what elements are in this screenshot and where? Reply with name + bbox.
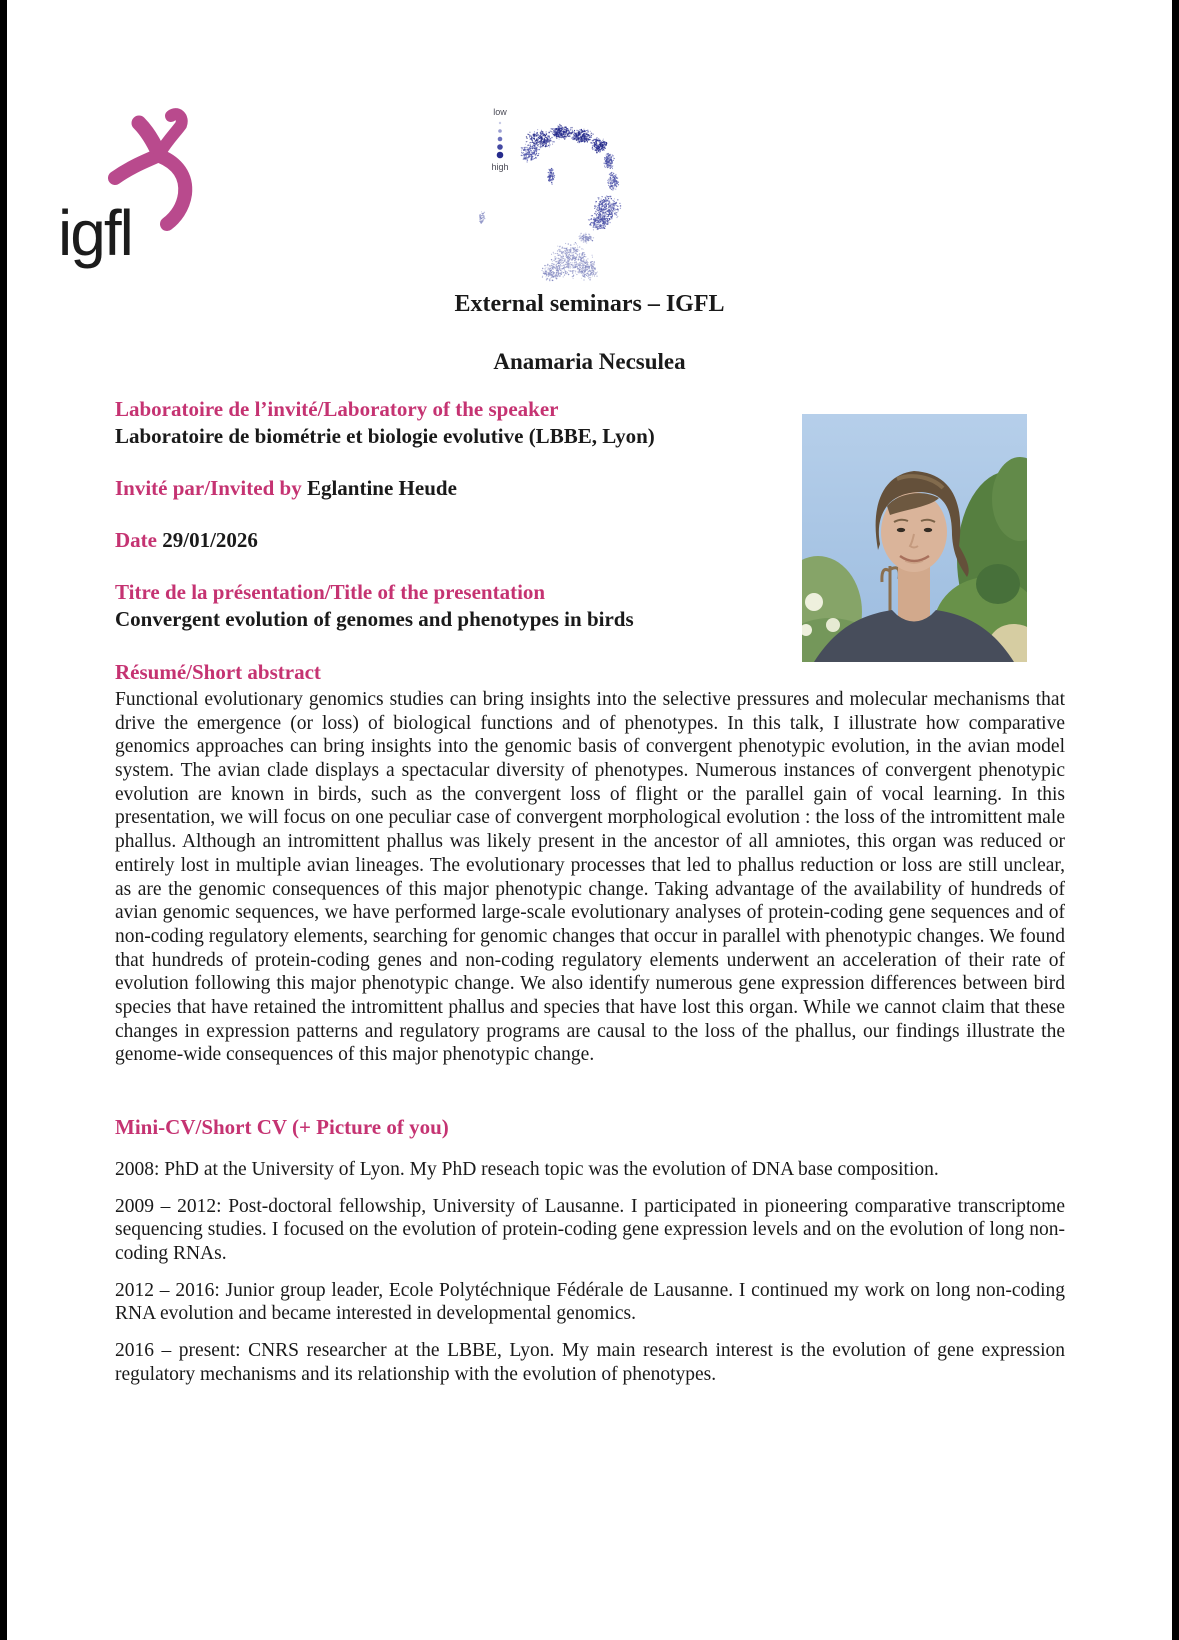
left-edge-bar (0, 0, 7, 1640)
page-title: External seminars – IGFL (454, 291, 725, 317)
invited-by-label: Invité par/Invited by (115, 476, 302, 500)
cv-entry-2016-present: 2016 – present: CNRS researcher at the LBBE, Lyon. My main research interest is the evolution of gene expression regulatory mechanisms and its relationship with the evolution of phenotypes. (115, 1340, 1065, 1385)
legend-high-label: high (491, 162, 509, 172)
date-value: 29/01/2026 (162, 528, 258, 552)
cv-entry-2012-2016: 2012 – 2016: Junior group leader, Ecole Polytéchnique Fédérale de Lausanne. I continued my work on long non-coding RNA evolution and became interested in developmental genomics. (115, 1279, 1065, 1325)
invited-by-group (115, 475, 795, 502)
seminar-info (115, 396, 795, 658)
cv-entry-2009-2012: 2009 – 2012: Post-doctoral fellowship, University of Lausanne. I participated in pioneering comparative transcriptome sequencing studies. I focused on the evolution of protein-coding gene expression levels and on the evolution of long non-coding RNAs. (115, 1195, 1065, 1265)
cv-heading: Mini-CV/Short CV (+ Picture of you) (115, 1115, 449, 1139)
date-label: Date (115, 528, 157, 552)
lab-value: Laboratoire de biométrie et biologie evolutive (LBBE, Lyon) (115, 424, 655, 448)
abstract-text: Functional evolutionary genomics studies can bring insights into the selective pressures and molecular mechanisms that drive the emergence (or loss) of biological functions and of phenotypes. In this talk, I illustrate how comparative genomics approaches can bring insights into the genomic basis of convergent phenotypic evolution, in the avian model system. The avian clade displays a spectacular diversity of phenotypes. Numerous instances of convergent phenotypic evolution are known in birds, such as the convergent loss of flight or the parallel gain of vocal learning. In this presentation, we will focus on one peculiar case of convergent morphological evolution : the loss of the intromittent male phallus. Although an intromittent phallus was likely present in the ancestor of all amniotes, this organ was reduced or entirely lost in multiple avian lineages. The evolutionary processes that led to phallus reduction or loss are still unclear, as are the genomic consequences of this major phenotypic change. Taking advantage of the availability of hundreds of avian genomic sequences, we have performed large-scale evolutionary analyses of protein-coding gene sequences and of non-coding regulatory elements, searching for genomic changes that occur in parallel with phenotypic changes. We found that hundreds of protein-coding genes and non-coding regulatory elements underwent an acceleration of their rate of evolution following this major phenotypic change. We also identify numerous gene expression differences between bird species that have retained the intromittent phallus and species that have lost this organ. While we cannot claim that these changes in expression patterns and regulatory programs are causal to the loss of the phallus, our findings illustrate the genome-wide consequences of this major phenotypic change. (115, 689, 1065, 1066)
presentation-title-group (115, 579, 795, 633)
main-text-column (115, 660, 1065, 1400)
speaker-photo (802, 414, 1027, 662)
cv-entry-2008: 2008: PhD at the University of Lyon. My PhD reseach topic was the evolution of DNA base composition. (115, 1159, 939, 1180)
lab-group (115, 396, 795, 450)
invited-by-value: Eglantine Heude (306, 476, 457, 500)
legend-low-label: low (493, 107, 507, 117)
igfl-wordmark: igfl (58, 197, 132, 269)
umap-expression-figure (452, 88, 647, 300)
right-edge-bar (1172, 0, 1179, 1640)
date-group (115, 527, 795, 554)
speaker-name: Anamaria Necsulea (493, 349, 686, 374)
presentation-title-value: Convergent evolution of genomes and phenotypes in birds (115, 607, 634, 631)
abstract-heading: Résumé/Short abstract (115, 660, 321, 684)
lab-label: Laboratoire de l’invité/Laboratory of the speaker (115, 397, 559, 421)
presentation-title-label: Titre de la présentation/Title of the presentation (115, 580, 546, 604)
umap-legend (491, 107, 508, 172)
igfl-logo (58, 100, 248, 290)
